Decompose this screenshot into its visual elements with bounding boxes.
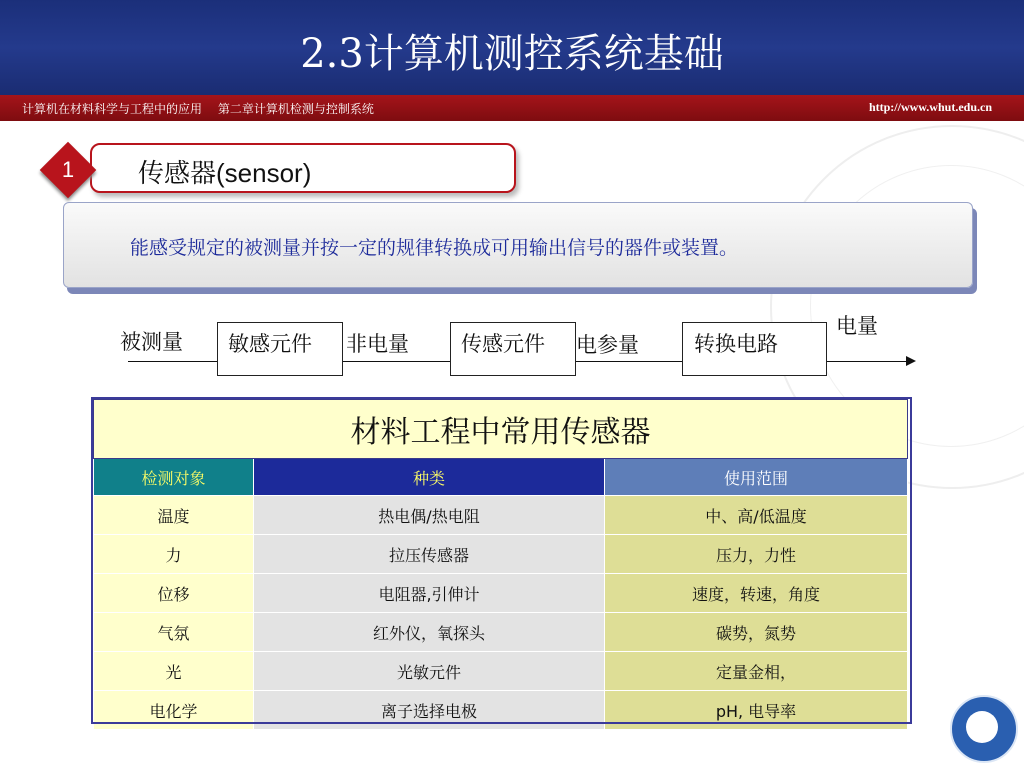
block2-label: 传感元件 <box>461 332 545 356</box>
table-cell-type: 光敏元件 <box>254 652 605 691</box>
block1-label: 敏感元件 <box>228 332 312 356</box>
table-cell-range: 速度，转速，角度 <box>605 574 908 613</box>
table-header-type: 种类 <box>254 459 605 496</box>
table-row <box>94 574 908 613</box>
table-cell-object: 光 <box>94 652 254 691</box>
table-cell-range: 定量金相， <box>605 652 908 691</box>
table-row <box>94 652 908 691</box>
diagram-mid1-label: 非电量 <box>346 332 409 356</box>
table-cell-range: 压力，力性 <box>605 535 908 574</box>
course-chapter-text: 计算机在材料科学与工程中的应用 第二章计算机检测与控制系统 <box>22 102 374 116</box>
diagram-mid2-label: 电参量 <box>576 333 639 357</box>
table-cell-object: 温度 <box>94 496 254 535</box>
table-header-object: 检测对象 <box>94 459 254 496</box>
table-cell-range: 碳势，氮势 <box>605 613 908 652</box>
slide-title: 2.3计算机测控系统基础 <box>300 31 724 77</box>
diagram-input-label: 被测量 <box>120 330 183 354</box>
website-link[interactable]: http://www.whut.edu.cn <box>868 100 992 114</box>
sensor-table <box>93 399 908 730</box>
table-row <box>94 496 908 535</box>
table-cell-range: 中、高/低温度 <box>605 496 908 535</box>
table-cell-object: 位移 <box>94 574 254 613</box>
table-cell-object: 电化学 <box>94 691 254 730</box>
block3-label: 转换电路 <box>694 332 778 356</box>
table-cell-object: 力 <box>94 535 254 574</box>
arrow-right-icon <box>906 356 916 366</box>
table-cell-type: 拉压传感器 <box>254 535 605 574</box>
definition-text: 能感受规定的被测量并按一定的规律转换成可用输出信号的器件或装置。 <box>130 238 739 259</box>
info-bar <box>0 95 1024 121</box>
table-cell-type: 热电偶/热电阻 <box>254 496 605 535</box>
section-number: 1 <box>61 157 75 182</box>
table-cell-object: 气氛 <box>94 613 254 652</box>
table-row <box>94 691 908 730</box>
table-row <box>94 535 908 574</box>
table-row <box>94 613 908 652</box>
table-cell-range: pH, 电导率 <box>605 691 908 730</box>
table-cell-type: 离子选择电极 <box>254 691 605 730</box>
table-header-range: 使用范围 <box>605 459 908 496</box>
section-heading: 传感器(sensor) <box>138 158 312 188</box>
table-cell-type: 电阻器,引伸计 <box>254 574 605 613</box>
university-logo-center <box>966 711 998 743</box>
table-title: 材料工程中常用传感器 <box>94 400 908 459</box>
diagram-output-label: 电量 <box>836 314 878 338</box>
table-cell-type: 红外仪，氧探头 <box>254 613 605 652</box>
